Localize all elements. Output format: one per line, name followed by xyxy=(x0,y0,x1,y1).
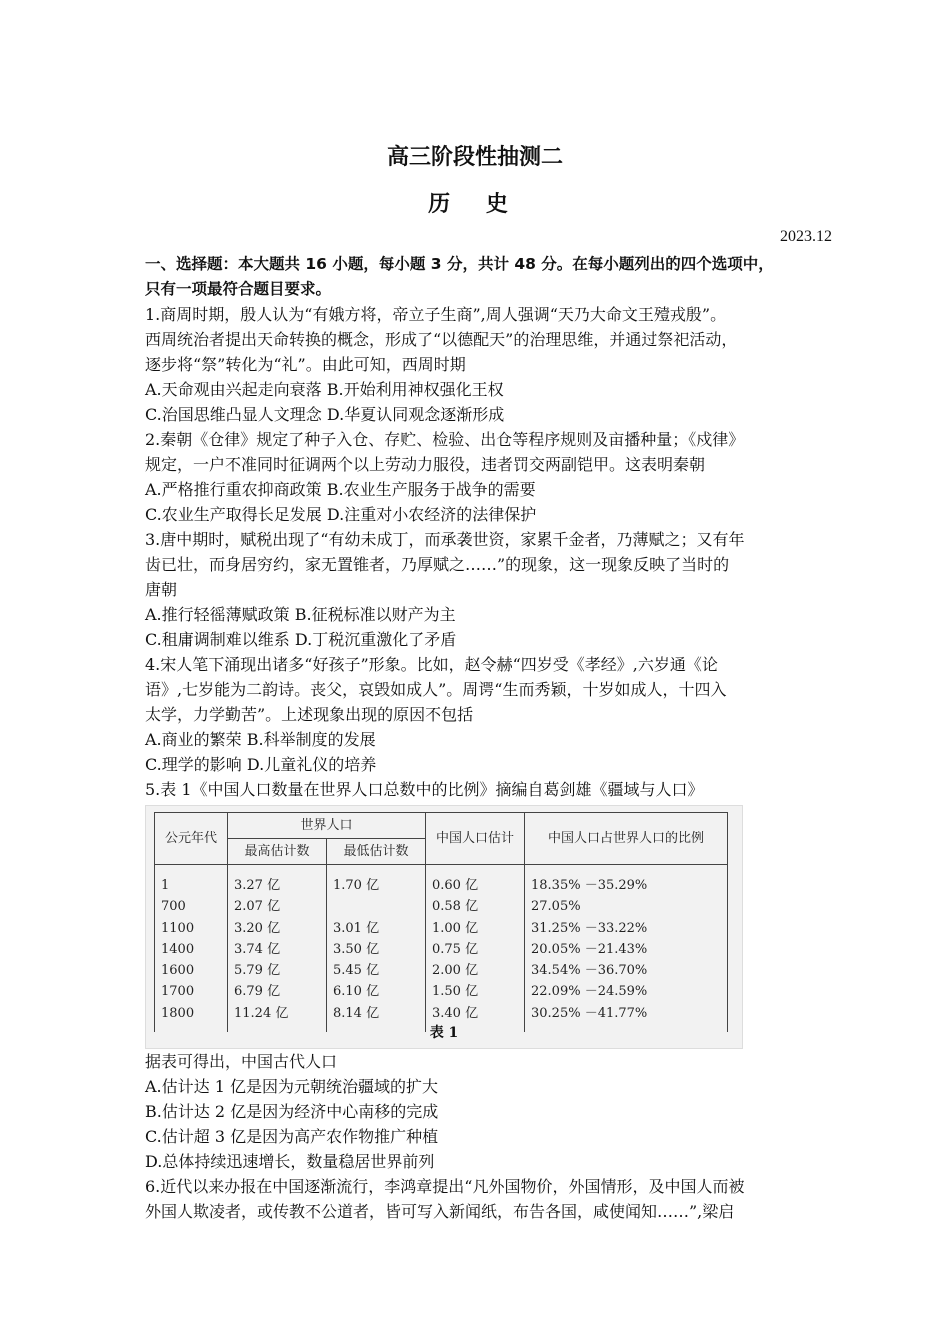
table-cell: 1600 xyxy=(161,963,195,979)
question-text: 唐朝 xyxy=(145,580,178,599)
question-3 xyxy=(145,527,815,652)
table-cell: 700 xyxy=(161,899,186,915)
table-cell: 18.35% －35.29% xyxy=(531,878,648,893)
table-cell: 1.00 亿 xyxy=(432,920,479,936)
header-china-estimate: 中国人口估计 xyxy=(426,813,525,865)
table-cell: 0.58 亿 xyxy=(432,899,479,915)
question-text: 4.宋人笔下涌现出诸多“好孩子”形象。比如，赵令赫“四岁受《孝经》,六岁通《论 xyxy=(145,655,718,674)
question-text: 西周统治者提出天命转换的概念，形成了“以德配天”的治理思维，并通过祭祀活动， xyxy=(145,330,738,349)
table-cell: 5.45 亿 xyxy=(333,963,380,979)
table-cell: 20.05% －21.43% xyxy=(531,941,648,957)
question-1 xyxy=(145,302,815,427)
question-text: 6.近代以来办报在中国逐渐流行，李鸿章提出“凡外国物价，外国情形，及中国人而被 xyxy=(145,1177,745,1196)
options-cd: C.农业生产取得长足发展 D.注重对小农经济的法律保护 xyxy=(145,505,537,524)
table-cell: 11.24 亿 xyxy=(234,1005,289,1021)
table-cell: 0.75 亿 xyxy=(432,941,479,957)
question-text: 外国人欺凌者，或传教不公道者，皆可写入新闻纸，布告各国，咸使闻知……”,梁启 xyxy=(145,1202,735,1221)
exam-title: 高三阶段性抽测二 xyxy=(386,145,563,170)
table-cell: 3.50 亿 xyxy=(333,941,380,957)
question-text: 逐步将“祭”转化为“礼”。由此可知，西周时期 xyxy=(145,355,466,374)
exam-date: 2023.12 xyxy=(780,228,832,245)
table-cell: 8.14 亿 xyxy=(333,1005,380,1021)
options-ab: A.严格推行重农抑商政策 B.农业生产服务于战争的需要 xyxy=(145,480,536,499)
options-cd: C.治国思维凸显人文理念 D.华夏认同观念逐渐形成 xyxy=(145,405,505,424)
table-cell: 1.50 亿 xyxy=(432,984,479,1000)
header-year: 公元年代 xyxy=(155,813,228,865)
table-cell: 1400 xyxy=(161,941,195,957)
exam-content xyxy=(145,252,815,1224)
population-table xyxy=(154,812,728,1032)
table-cell: 6.79 亿 xyxy=(234,984,281,1000)
header-highest-estimate: 最高估计数 xyxy=(228,839,327,865)
option-c: C.估计超 3 亿是因为高产农作物推广种植 xyxy=(145,1127,439,1146)
header-lowest-estimate: 最低估计数 xyxy=(327,839,426,865)
option-a: A.估计达 1 亿是因为元朝统治疆域的扩大 xyxy=(145,1077,438,1096)
options-ab: A.推行轻徭薄赋政策 B.征税标准以财产为主 xyxy=(145,605,456,624)
options-ab: A.天命观由兴起走向衰落 B.开始利用神权强化王权 xyxy=(145,380,504,399)
table-cell: 22.09% －24.59% xyxy=(531,984,648,1000)
options-ab: A.商业的繁荣 B.科举制度的发展 xyxy=(145,730,376,749)
header-ratio: 中国人口占世界人口的比例 xyxy=(525,813,728,865)
table-cell xyxy=(333,896,419,917)
subject-title: 历 史 xyxy=(428,192,522,217)
question-text: 太学，力学勤苦”。上述现象出现的原因不包括 xyxy=(145,705,474,724)
ratio-column xyxy=(525,865,728,1033)
options-cd: C.租庸调制难以维系 D.丁税沉重激化了矛盾 xyxy=(145,630,457,649)
question-5 xyxy=(145,777,815,1174)
table-cell: 3.74 亿 xyxy=(234,941,281,957)
table-cell: 3.40 亿 xyxy=(432,1005,479,1021)
table-cell: 2.07 亿 xyxy=(234,899,281,915)
question-stem: 据表可得出，中国古代人口 xyxy=(145,1052,338,1071)
table-cell: 2.00 亿 xyxy=(432,963,479,979)
question-text: 2.秦朝《仓律》规定了种子入仓、存贮、检验、出仓等程序规则及亩播种量；《戍律》 xyxy=(145,430,745,449)
question-text: 语》,七岁能为二韵诗。丧父，哀毁如成人”。周谔“生而秀颖，十岁如成人，十四入 xyxy=(145,680,727,699)
question-4 xyxy=(145,652,815,777)
lowest-estimate-column xyxy=(327,865,426,1033)
option-b: B.估计达 2 亿是因为经济中心南移的完成 xyxy=(145,1102,439,1121)
option-d: D.总体持续迅速增长，数量稳居世界前列 xyxy=(145,1152,435,1171)
table-cell: 3.27 亿 xyxy=(234,878,281,893)
table-caption: 表 1 xyxy=(429,1025,459,1041)
options-cd: C.理学的影响 D.儿童礼仪的培养 xyxy=(145,755,377,774)
question-text: 3.唐中期时，赋税出现了“有幼未成丁，而承袭世资，家累千金者，乃薄赋之；又有年 xyxy=(145,530,745,549)
table-cell: 27.05% xyxy=(531,899,581,915)
china-estimate-column xyxy=(426,865,525,1033)
table-cell: 31.25% －33.22% xyxy=(531,920,648,936)
table-cell: 0.60 亿 xyxy=(432,878,479,893)
table-cell: 1 xyxy=(161,878,170,893)
table-cell: 30.25% －41.77% xyxy=(531,1005,648,1021)
table-cell: 3.01 亿 xyxy=(333,920,380,936)
header-world-population: 世界人口 xyxy=(228,813,426,839)
table-cell: 1800 xyxy=(161,1005,195,1021)
year-column xyxy=(155,865,228,1033)
table-cell: 1100 xyxy=(161,920,195,936)
table-cell: 3.20 亿 xyxy=(234,920,281,936)
question-2 xyxy=(145,427,815,527)
section-heading-line2: 只有一项最符合题目要求。 xyxy=(145,280,332,298)
highest-estimate-column xyxy=(228,865,327,1033)
question-text: 规定，一户不准同时征调两个以上劳动力服役，违者罚交两副铠甲。这表明秦朝 xyxy=(145,455,706,474)
question-6 xyxy=(145,1174,815,1224)
table-cell: 1700 xyxy=(161,984,195,1000)
table-cell: 6.10 亿 xyxy=(333,984,380,1000)
table-cell: 5.79 亿 xyxy=(234,963,281,979)
question-text: 5.表 1《中国人口数量在世界人口总数中的比例》摘编自葛剑雄《疆域与人口》 xyxy=(145,780,704,799)
table-cell: 34.54% －36.70% xyxy=(531,963,648,979)
question-text: 1.商周时期，殷人认为“有娥方将，帝立子生商”,周人强调“天乃大命文王殪戎殷”。 xyxy=(145,305,727,324)
table-cell: 1.70 亿 xyxy=(333,878,380,893)
population-table-image xyxy=(145,805,743,1049)
question-text: 齿已壮，而身居穷约，家无置锥者，乃厚赋之……”的现象，这一现象反映了当时的 xyxy=(145,555,730,574)
section-heading-line1: 一、选择题：本大题共 16 小题，每小题 3 分，共计 48 分。在每小题列出的四个选项中， xyxy=(145,255,774,273)
